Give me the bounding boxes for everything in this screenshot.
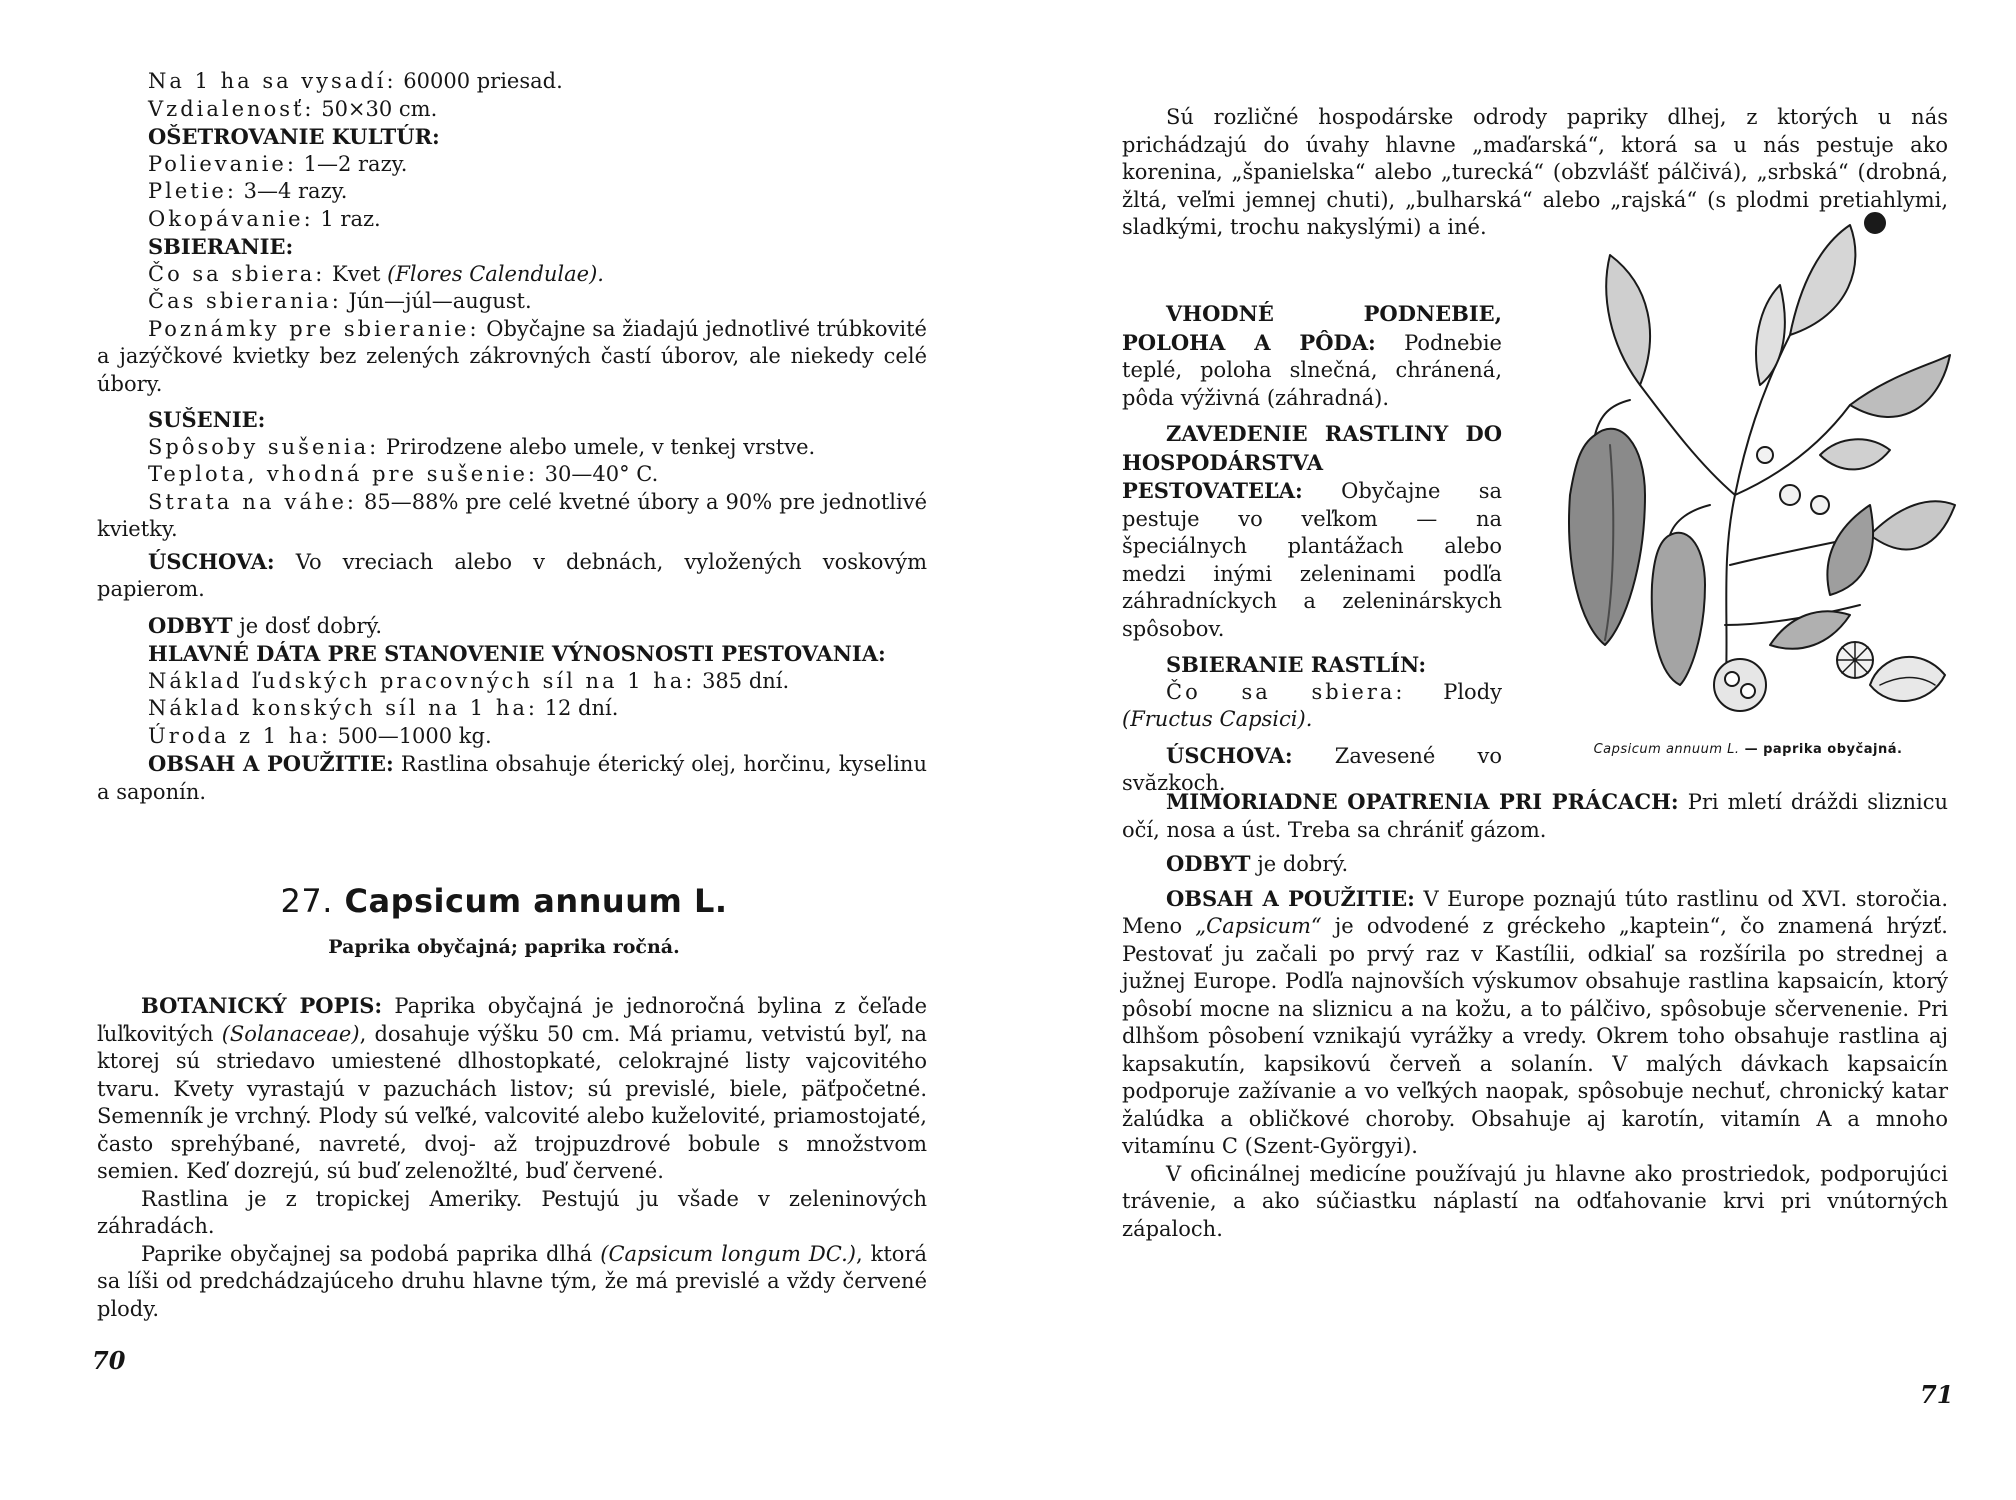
leaf <box>1756 285 1785 385</box>
right-narrow-column: VHODNÉ PODNEBIE, POLOHA A PÔDA: Podnebie teplé, poloha slnečná, chránená, pôda výživná (záhradná). ZAVEDENIE RASTLINY DO HOSPODÁRSTVA PESTOVATEĽA: Obyčajne sa pestuje vo veľkom — na špeciálnych plantážach alebo medzi inými zeleninami podľa záhradníckych a zeleninárskych spôsobov. SBIERANIE RASTLÍN: Čo sa sbiera: Plody (Fructus Capsici). ÚSCHOVA: Zavesené vo svăzkoch. <box>1122 301 1502 795</box>
flower-detail <box>1870 657 1945 701</box>
sbieranie-rastlin-heading: SBIERANIE RASTLÍN: <box>1166 652 1427 677</box>
leaf <box>1770 611 1850 649</box>
dark-fruit <box>1865 213 1885 233</box>
page-number-left: 70 <box>92 1346 126 1375</box>
leaf <box>1827 505 1873 595</box>
left-page-top-section: Na 1 ha sa vysadí: 60000 priesad. Vzdialenosť: 50×30 cm. OŠETROVANIE KULTÚR: Polievanie: 1—2 razy. Pletie: 3—4 razy. Okopávanie: 1 raz. SBIERANIE: Čo sa sbiera: Kvet (Flores Calendulae). Čas sbierania: Jún—júl—august. Poznámky pre sbieranie: Obyčajne sa žiadajú jednotlivé trúbkovité a jazýčkové kvietky bez zelených zákrovných častí úborov, ale niekedy celé úbory. SUŠENIE: Spôsoby sušenia: Prirodzene alebo umele, v tenkej vrstve. Teplota, vhodná pre sušenie: 30—40° C. Strata na váhe: 85—88% pre celé kvetné úbory a 90% pre jednotlivé kvietky. ÚSCHOVA: Vo vreciach alebo v debnách, vyložených voskovým papierom. ODBYT je dosť dobrý. HLAVNÉ DÁTA PRE STANOVENIE VÝNOSNOSTI PESTOVANIA: Náklad ľudských pracovných síl na 1 ha: 385 dní. Náklad konských síl na 1 ha: 12 dní. Úroda z 1 ha: 500—1000 kg. OBSAH A POUŽITIE: Rastlina obsahuje éterický olej, horčinu, kyselinu a saponín. <box>97 68 927 806</box>
leaf <box>1790 225 1855 335</box>
figure-caption: Capsicum annuum L. — paprika obyčajná. <box>1593 742 1903 757</box>
intro-paragraph: Sú rozličné hospodárske odrody papriky dlhej, z ktorých u nás prichádzajú do úvahy hlavne „maďarská“, ktorá sa u nás pestuje ako korenina, „španielska“ alebo „turecká“ (obzvlášť pálčivá), „srbská“ (drobná, žltá, veľmi jemnej chuti), „bulharská“ alebo „rajská“ (s plodmi pretiahlymi, sladkými, trochu nakyslými) a iné. <box>1122 105 1948 239</box>
botanicky-popis: BOTANICKÝ POPIS: Paprika obyčajná je jednoročná bylina z čeľade ľuľkovitých (Solanaceae), dosahuje výšku 50 cm. Má priamu, vetvistú byľ, na ktorej sú striedavo umiestené dlhostopkaté, celokrajné listy vajcovitého tvaru. Kvety vyrastajú v pazuchách listov; sú previslé, biele, päťpočetné. Semenník je vrchný. Plody sú veľké, valcovité alebo kuželovité, priamostojaté, často sprehýbané, navreté, dvoj- až trojpuzdrové bobule s množstvom semien. Keď dozrejú, sú buď zelenožlté, buď červené. Rastlina je z tropickej Ameriky. Pestujú ju všade v zeleninových záhradách. Paprike obyčajnej sa podobá paprika dlhá (Capsicum longum DC.), ktorá sa líši od predchádzajúceho druhu hlavne tým, že má previslé a vždy červené plody. <box>97 993 928 1321</box>
section-subtitle: Paprika obyčajná; paprika ročná. <box>328 936 680 958</box>
pepper-pod <box>1569 429 1645 645</box>
main-stem <box>1725 335 1790 705</box>
flower <box>1811 496 1829 514</box>
odbyt-paragraph: ODBYT je dosť dobrý. <box>148 612 383 638</box>
capsicum-illustration <box>1520 205 1960 725</box>
flower-bud <box>1757 447 1773 463</box>
sbieranie-heading: SBIERANIE: <box>148 234 294 259</box>
hlavne-data-heading: HLAVNÉ DÁTA PRE STANOVENIE VÝNOSNOSTI PESTOVANIA: <box>148 641 886 666</box>
page-number-right: 71 <box>1920 1380 1954 1409</box>
leaf <box>1870 501 1955 549</box>
right-page <box>1008 0 2016 1500</box>
flower <box>1780 485 1800 505</box>
osetrovanie-heading: OŠETROVANIE KULTÚR: <box>148 124 440 149</box>
susenie-heading: SUŠENIE: <box>148 407 266 432</box>
right-bottom-section: MIMORIADNE OPATRENIA PRI PRÁCACH: Pri mletí dráždi sliznicu očí, nosa a úst. Treba sa chrániť gázom. ODBYT je dobrý. OBSAH A POUŽITIE: V Europe poznajú túto rastlinu od XVI. storočia. Meno „Capsicum“ je odvodené z gréckeho „kaptein“, čo znamená hrýzť. Pestovať ju začali po prvý raz v Kastílii, odkiaľ sa rozšírila po strednej a južnej Europe. Podľa najnovších výskumov obsahuje rastlina kapsaicín, ktorý pôsobí mocne na sliznicu a na kožu, a to pálčivo, spôsobuje sčervenenie. Pri dlhšom pôsobení vznikajú vyrážky a vredy. Okrem toho obsahuje rastlina aj kapsakutín, kapsikovú červeň a solanín. V malých dávkach kapsaicín podporuje zažívanie a vo veľkých naopak, spôsobuje nechuť, chronický katar žalúdka a obličkové choroby. Obsahuje aj karotín, vitamín A a mnoho vitamínu C (Szent-Györgyi). V oficinálnej medicíne používajú ju hlavne ako prostriedok, podporujúci trávenie, a ako súčiastku náplastí na odťahovanie krvi pri vnútorných zápaloch. <box>1122 789 1949 1241</box>
leaf <box>1850 355 1950 417</box>
pepper-pod <box>1652 533 1705 685</box>
section-title: 27. Capsicum annuum L. <box>280 882 728 920</box>
fruit-cross-section <box>1714 659 1766 711</box>
leaf <box>1606 255 1650 385</box>
uschova-paragraph: ÚSCHOVA: Vo vreciach alebo v debnách, vyložených voskovým papierom. <box>97 548 927 601</box>
obsah-paragraph: OBSAH A POUŽITIE: Rastlina obsahuje éterický olej, horčinu, kyselinu a saponín. <box>97 751 927 804</box>
leaf <box>1820 439 1890 469</box>
